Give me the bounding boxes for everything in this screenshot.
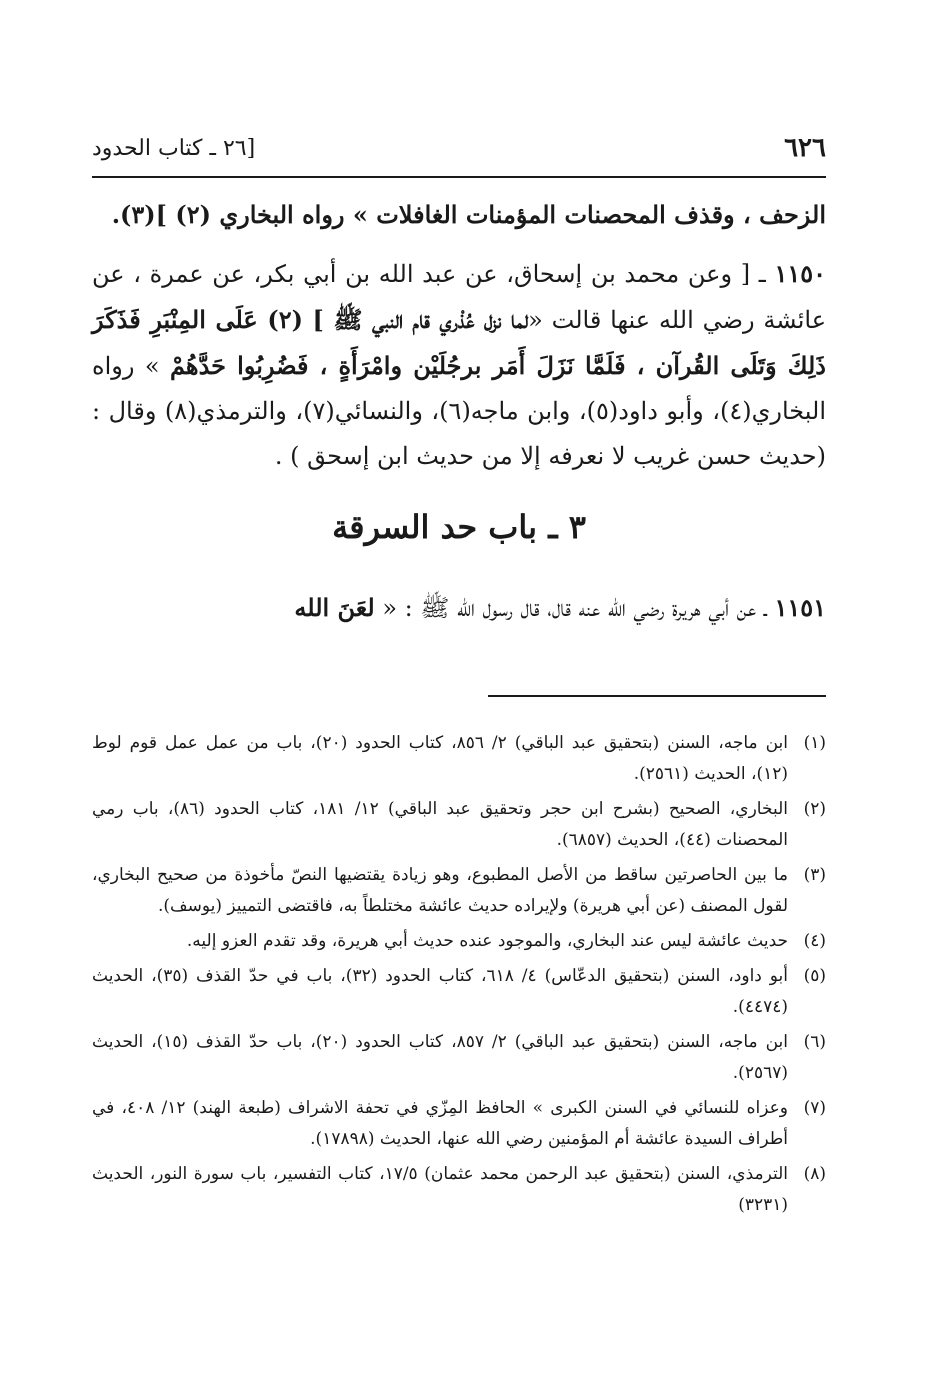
footnote: [92, 1093, 826, 1155]
footnote: [92, 860, 826, 922]
footnote: [92, 926, 826, 957]
footnote-text: الترمذي، السنن (بتحقيق عبد الرحمن محمد عثمان) ١٧/٥، كتاب التفسير، باب سورة النور، الحديث (٣٢٣١): [92, 1164, 789, 1215]
footnote: [92, 1027, 826, 1089]
footnote-number: (٣): [803, 865, 826, 885]
hadith-quote: لما نزل عُذْري قام النبي ﷺ ] (٢) عَلَى المِنْبَرِ فَذَكَرَ ذَلِكَ وَتَلَى القُرآن ، فَلَمَّا نَزَلَ أَمَر برجُلَيْن وامْرَأَةٍ ، فَضُرِبُوا حَدَّهُمْ: [92, 305, 826, 380]
footnote-number: (٥): [803, 966, 826, 986]
footnote-text: ابن ماجه، السنن (بتحقيق عبد الباقي) ٢/ ٨٥٦، كتاب الحدود (٢٠)، باب من عمل عمل قوم لوط (١٢)، الحديث (٢٥٦١).: [92, 733, 788, 784]
hadith-1150-paragraph: [92, 251, 826, 479]
footnote-text: ما بين الحاصرتين ساقط من الأصل المطبوع، وهو زيادة يقتضيها النصّ مأخوذة من صحيح البخاري، لقول المصنف (عن أبي هريرة) ولإيراده حديث عائشة مختلطاً به، فاقتضى التمييز (يوسف).: [92, 865, 788, 916]
continuation-paragraph: الزحف ، وقذف المحصنات المؤمنات الغافلات » رواه البخاري (٢) ](٣).: [111, 200, 826, 229]
footnote: [92, 728, 826, 790]
footnote-text: أبو داود، السنن (بتحقيق الدعّاس) ٤/ ٦١٨، كتاب الحدود (٣٢)، باب في حدّ القذف (٣٥)، الحديث (٤٤٧٤).: [92, 966, 788, 1017]
footnote-text: وعزاه للنسائي في السنن الكبرى » الحافظ المِزّي في تحفة الاشراف (طبعة الهند) ١٢/ ٤٠٨، في أطراف السيدة عائشة أم المؤمنين رضي الله عنها، الحديث (١٧٨٩٨).: [92, 1098, 788, 1149]
footnote: [92, 794, 826, 856]
hadith-intro: ـ [ وعن محمد بن إسحاق، عن عبد الله بن أبي بكر، عن عمرة ، عن عائشة رضي الله عنها قالت «: [92, 260, 827, 334]
footnote: [92, 961, 826, 1023]
hadith-quote: لعَنَ الله: [294, 593, 375, 622]
page-number: ٦٢٦: [784, 133, 826, 163]
footnote-number: (٤): [803, 931, 826, 951]
footnote-text: ابن ماجه، السنن (بتحقيق عبد الباقي) ٢/ ٨٥٧، كتاب الحدود (٢٠)، باب حدّ القذف (١٥)، الحديث (٢٥٦٧).: [92, 1032, 788, 1083]
page-header: [92, 128, 826, 168]
footnote-text: حديث عائشة ليس عند البخاري، والموجود عنده حديث أبي هريرة، وقد تقدم العزو إليه.: [186, 931, 788, 951]
header-rule: [92, 176, 826, 178]
footnote-separator: [488, 695, 826, 697]
footnote-number: (١): [803, 733, 826, 753]
footnote: [92, 1159, 826, 1221]
footnote-number: (٦): [803, 1032, 826, 1052]
footnote-number: (٨): [803, 1164, 826, 1184]
footnote-number: (٢): [803, 799, 826, 819]
footnote-number: (٧): [803, 1098, 826, 1118]
hadith-number: ١١٥١: [774, 593, 826, 622]
section-title: ٣ ـ باب حد السرقة: [332, 508, 586, 546]
footnotes: [92, 728, 826, 1225]
running-title: [٢٦ ـ كتاب الحدود: [92, 135, 256, 161]
footnote-text: البخاري، الصحيح (بشرح ابن حجر وتحقيق عبد الباقي) ١٢/ ١٨١، كتاب الحدود (٨٦)، باب رمي المحصنات (٤٤)، الحديث (٦٨٥٧).: [92, 799, 788, 850]
hadith-number: ١١٥٠: [774, 259, 826, 288]
hadith-outro: » رواه البخاري(٤)، وأبو داود(٥)، وابن ماجه(٦)، والنسائي(٧)، والترمذي(٨) وقال : (حديث حسن غريب لا نعرفه إلا من حديث ابن إسحق ) .: [92, 352, 826, 470]
main-text: [92, 192, 826, 479]
hadith-intro: ـ عن أبي هريرة رضي الله عنه قال، قال رسول الله ﷺ : «: [382, 594, 767, 622]
hadith-1151-paragraph: [92, 585, 826, 631]
